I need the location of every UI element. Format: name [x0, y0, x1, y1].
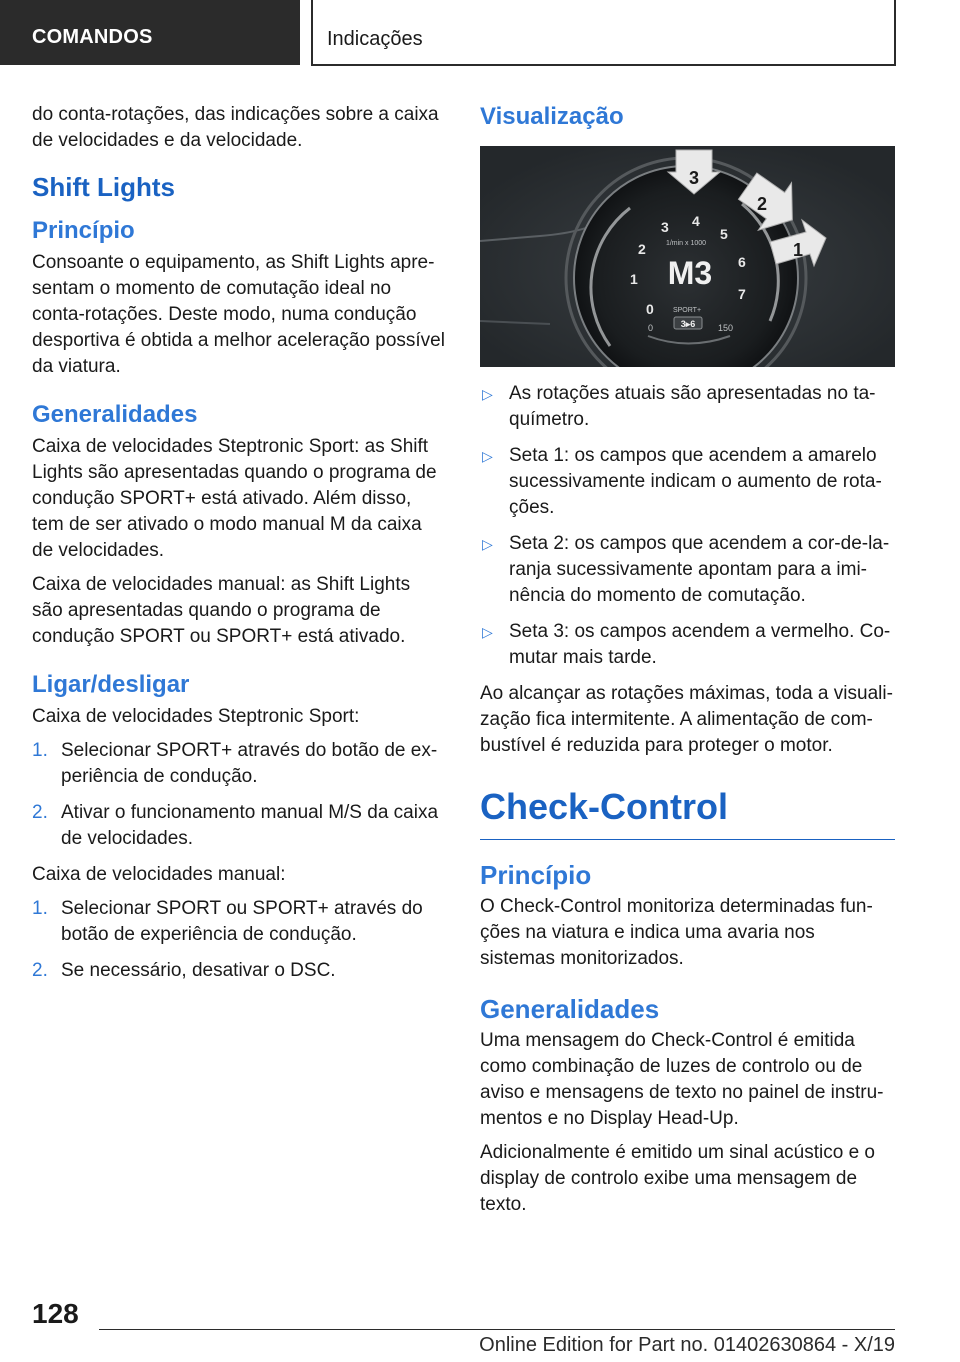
onoff-intro-steptronic: Caixa de velocidades Steptronic Sport:: [32, 706, 360, 727]
bullet-list: [480, 381, 895, 671]
max-rpm-paragraph: Ao alcançar as rotações máximas, toda a visuali-zação fica intermitente. A alimentação de com-bustível é reduzida para proteger o motor.: [480, 683, 893, 756]
tick-label: 7: [738, 286, 746, 302]
bullet-triangle-icon: ▷: [482, 386, 493, 402]
cc-principle-paragraph: O Check-Control monitoriza determinadas fun-ções na viatura e indica uma avaria nos sistemas monitorizados.: [480, 896, 873, 969]
list-item: [32, 896, 446, 948]
left-column: [32, 102, 446, 994]
step-text: Selecionar SPORT ou SPORT+ através do botão de experiência de condução.: [61, 898, 423, 945]
intro-paragraph: do conta-rotações, das indicações sobre a caixa de velocidades e da velocidade.: [32, 104, 439, 151]
cc-general-heading: Generalidades: [480, 994, 660, 1024]
check-control-title: Check-Control: [480, 785, 895, 840]
cc-general-paragraph-2: Adicionalmente é emitido um sinal acústico e o display de controlo exibe uma mensagem de texto.: [480, 1142, 875, 1215]
right-column: [480, 102, 895, 1226]
speed-high-label: 150: [718, 323, 734, 333]
onoff-heading: Ligar/desligar: [32, 671, 190, 698]
list-item: [480, 443, 895, 521]
list-item: [480, 619, 895, 671]
section-label: COMANDOS: [32, 26, 153, 48]
bullet-triangle-icon: ▷: [482, 536, 493, 552]
list-item: [480, 531, 895, 609]
gear-indicator: M3: [667, 255, 713, 291]
list-item: [32, 738, 446, 790]
bullet-text: Seta 2: os campos que acendem a cor-de-la-ranja sucessivamente apontam para a imi-nência do momento de comutação.: [509, 533, 890, 606]
tick-label: 0: [646, 301, 654, 317]
onoff-intro-manual: Caixa de velocidades manual:: [32, 864, 286, 885]
general-paragraph-1: Caixa de velocidades Steptronic Sport: as Shift Lights são apresentadas quando o programa de condução SPORT+ está ativado. Além disso, tem de ser ativado o modo manual M da caixa de velocidades.: [32, 436, 437, 561]
bullet-text: Seta 1: os campos que acendem a amarelo sucessivamente indicam o aumento de rota-ções.: [509, 445, 882, 518]
tachometer-illustration: [480, 146, 895, 367]
callout-number-2: 2: [756, 194, 768, 214]
cc-principle-heading: Princípio: [480, 860, 592, 890]
step-number: 2.: [32, 802, 48, 823]
mode-label: SPORT+: [672, 307, 702, 314]
page-number: 128: [32, 1298, 79, 1329]
general-heading: Generalidades: [32, 401, 198, 428]
topic-label: Indicações: [327, 28, 423, 50]
step-text: Se necessário, desativar o DSC.: [61, 960, 336, 981]
visualization-heading: Visualização: [480, 103, 624, 130]
callout-number-3: 3: [688, 168, 700, 188]
callout-number-1: 1: [792, 240, 804, 260]
tick-label: 2: [638, 241, 646, 257]
step-number: 2.: [32, 960, 48, 981]
bullet-triangle-icon: ▷: [482, 448, 493, 464]
tachometer-figure: [480, 146, 895, 367]
edition-note: Online Edition for Part no. 01402630864 - X/19: [479, 1334, 895, 1356]
speed-low-label: 0: [648, 323, 654, 333]
topic-tab: [311, 0, 896, 66]
steps-manual: [32, 896, 446, 984]
bullet-text: Seta 3: os campos acendem a vermelho. Co-mutar mais tarde.: [509, 621, 891, 668]
principle-paragraph: Consoante o equipamento, as Shift Lights apre-sentam o momento de comutação ideal no conta-rotações. Deste modo, numa condução desportiva é obtida a melhor aceleração possível da viatura.: [32, 252, 445, 377]
cc-general-paragraph-1: Uma mensagem do Check-Control é emitida como combinação de luzes de controlo ou de aviso e mensagens de texto no painel de instru-mentos e no Display Head-Up.: [480, 1030, 884, 1129]
principle-heading: Princípio: [32, 217, 135, 244]
step-text: Ativar o funcionamento manual M/S da caixa de velocidades.: [61, 802, 439, 849]
rpm-unit-label: 1/min x 1000: [665, 240, 707, 247]
general-paragraph-2: Caixa de velocidades manual: as Shift Lights são apresentadas quando o programa de condução SPORT ou SPORT+ está ativado.: [32, 574, 411, 647]
bullet-text: As rotações atuais são apresentadas no ta-químetro.: [509, 383, 876, 430]
shift-lights-title: Shift Lights: [32, 172, 175, 202]
tick-label: 1: [630, 271, 638, 287]
tick-label: 6: [738, 254, 746, 270]
footer-divider: [99, 1329, 895, 1330]
gear-range-label: 3▸6: [680, 319, 696, 329]
tick-label: 3: [661, 219, 669, 235]
list-item: [480, 381, 895, 433]
step-number: 1.: [32, 898, 48, 919]
tick-label: 5: [720, 226, 728, 242]
list-item: [32, 958, 446, 984]
list-item: [32, 800, 446, 852]
bullet-triangle-icon: ▷: [482, 624, 493, 640]
steps-steptronic: [32, 738, 446, 852]
tick-label: 4: [692, 213, 700, 229]
step-text: Selecionar SPORT+ através do botão de ex-periência de condução.: [61, 740, 438, 787]
section-tab: [0, 0, 300, 65]
step-number: 1.: [32, 740, 48, 761]
